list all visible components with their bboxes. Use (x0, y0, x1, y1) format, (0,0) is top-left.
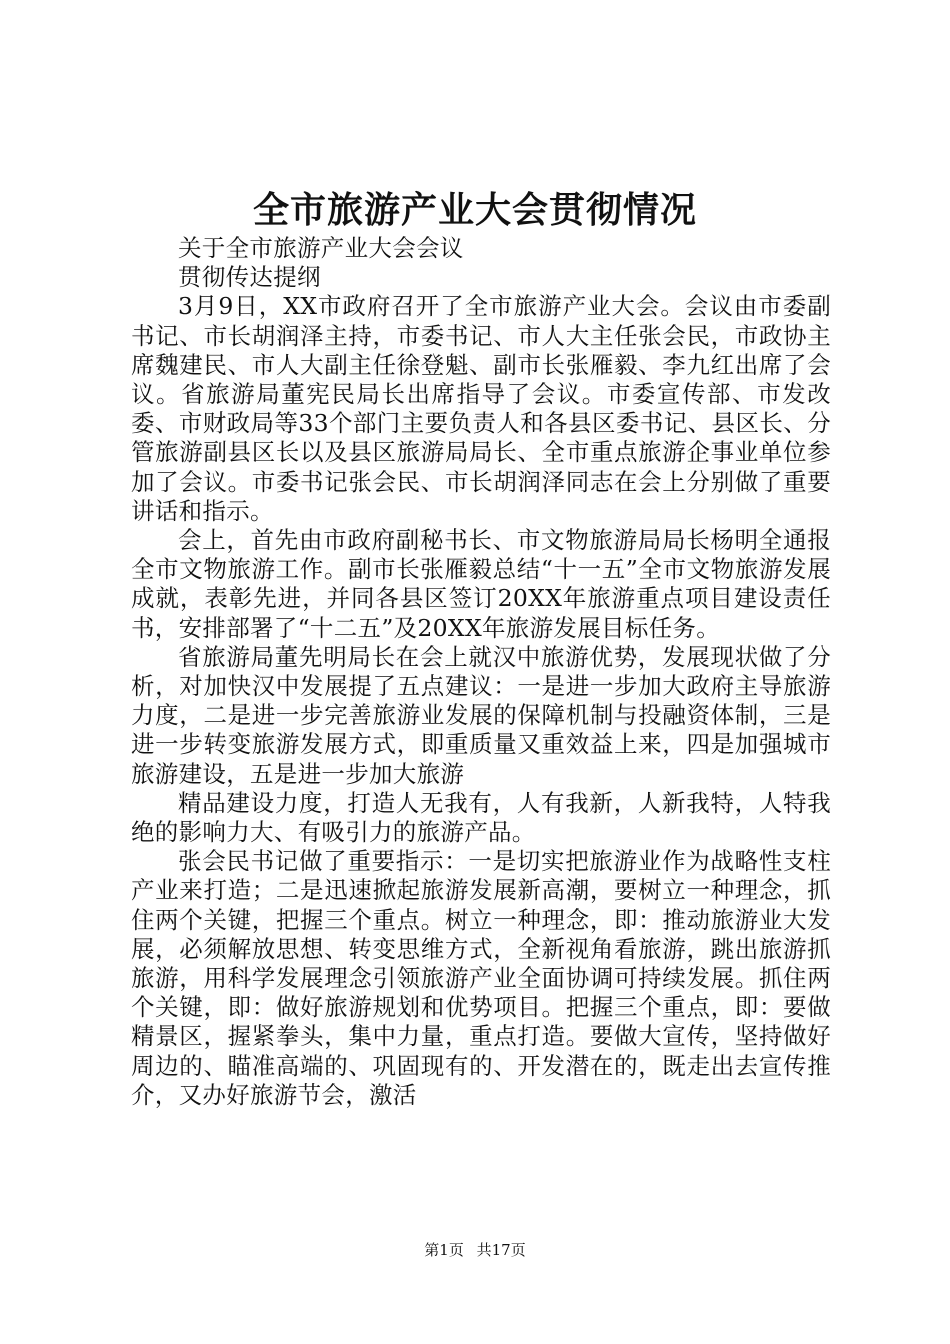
document-body (131, 234, 831, 1110)
document-title: 全市旅游产业大会贯彻情况 (252, 189, 697, 231)
page-footer (0, 1240, 950, 1260)
paragraph: 会上，首先由市政府副秘书长、市文物旅游局局长杨明全通报全市文物旅游工作。副市长张雁毅总结“十一五”全市文物旅游发展成就，表彰先进，并同各县区签订20XX年旅游重点项目建设责任书，安排部署了“十二五”及20XX年旅游发展目标任务。 (131, 526, 831, 642)
paragraph: 省旅游局董先明局长在会上就汉中旅游优势，发展现状做了分析，对加快汉中发展提了五点建议：一是进一步加大政府主导旅游力度，二是进一步完善旅游业发展的保障机制与投融资体制，三是进一步转变旅游发展方式，即重质量又重效益上来，四是加强城市旅游建设，五是进一步加大旅游 (131, 642, 831, 788)
paragraph: 3月9日，XX市政府召开了全市旅游产业大会。会议由市委副书记、市长胡润泽主持，市委书记、市人大主任张会民，市政协主席魏建民、市人大副主任徐登魁、副市长张雁毅、李九红出席了会议。省旅游局董宪民局长出席指导了会议。市委宣传部、市发改委、市财政局等33个部门主要负责人和各县区委书记、县区长、分管旅游副县区长以及县区旅游局局长、全市重点旅游企事业单位参加了会议。市委书记张会民、市长胡润泽同志在会上分别做了重要讲话和指示。 (131, 292, 831, 525)
page-number: 第1页 (424, 1241, 464, 1259)
paragraph: 张会民书记做了重要指示：一是切实把旅游业作为战略性支柱产业来打造；二是迅速掀起旅游发展新高潮，要树立一种理念，抓住两个关键，把握三个重点。树立一种理念，即：推动旅游业大发展，必须解放思想、转变思维方式，全新视角看旅游，跳出旅游抓旅游，用科学发展理念引领旅游产业全面协调可持续发展。抓住两个关键，即：做好旅游规划和优势项目。把握三个重点，即：要做精景区，握紧拳头，集中力量，重点打造。要做大宣传，坚持做好周边的、瞄准高端的、巩固现有的、开发潜在的，既走出去宣传推介，又办好旅游节会，激活 (131, 847, 831, 1109)
paragraph-heading-line-1: 关于全市旅游产业大会会议 (178, 234, 464, 262)
page-total: 共17页 (476, 1241, 526, 1259)
paragraph-heading-line-2: 贯彻传达提纲 (178, 263, 321, 292)
paragraph: 精品建设力度，打造人无我有，人有我新，人新我特，人特我绝的影响力大、有吸引力的旅游产品。 (131, 788, 831, 847)
